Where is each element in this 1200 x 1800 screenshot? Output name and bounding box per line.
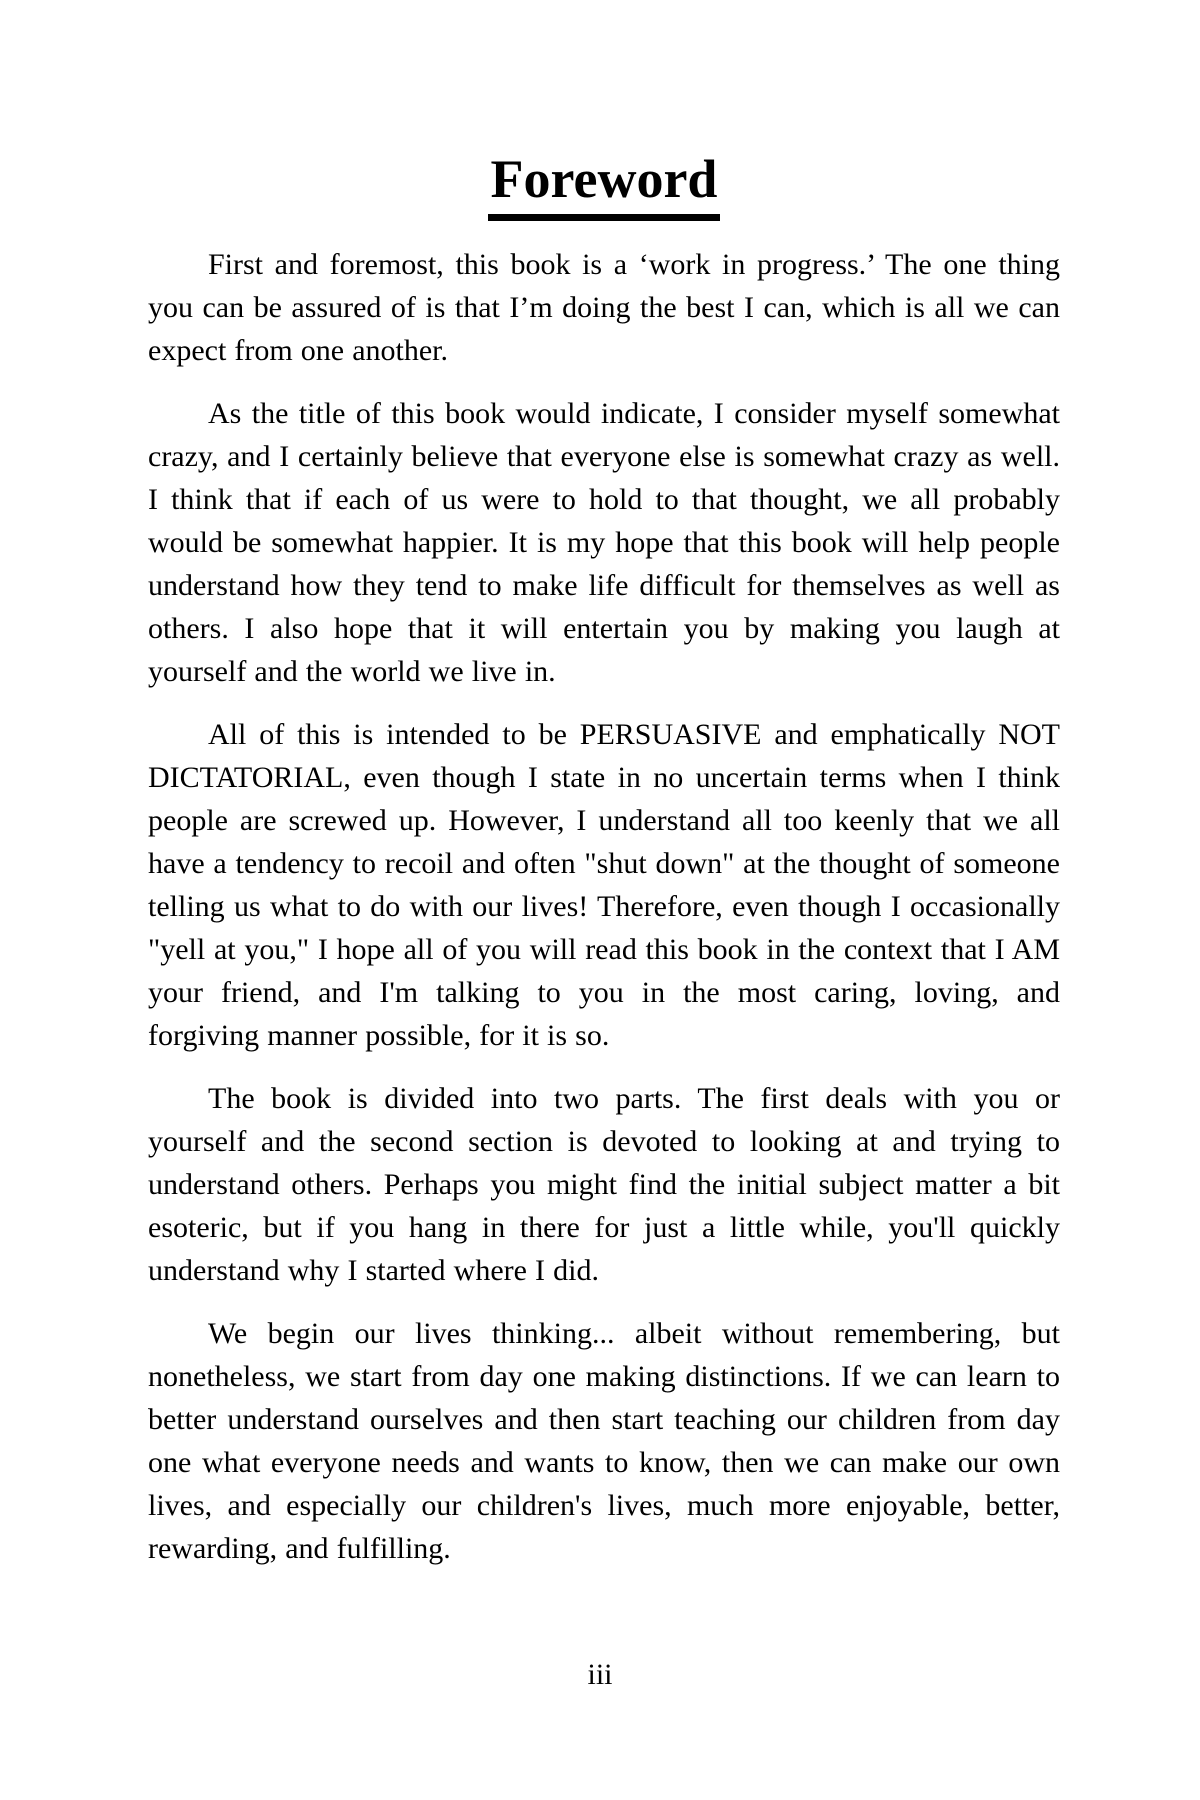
paragraph-3: All of this is intended to be PERSUASIVE and emphatically NOT DICTATORIAL, even though I state in no uncertain terms when I think people are screwed up. However, I understand all too keenly that we all have a tendency to recoil and often "shut down" at the thought of someone telling us what to do with our lives! Therefore, even though I occasionally "yell at you," I hope all of you will read this book in the context that I AM your friend, and I'm talking to you in the most caring, loving, and forgiving manner possible, for it is so. <box>148 718 1060 1053</box>
paragraph-1: First and foremost, this book is a ‘work in progress.’ The one thing you can be assured of is that I’m doing the best I can, which is all we can expect from one another. <box>148 248 1060 368</box>
page-title <box>148 148 1060 221</box>
page-number: iii <box>587 1658 613 1691</box>
paragraph-4: The book is divided into two parts. The first deals with you or yourself and the second section is devoted to looking at and trying to understand others. Perhaps you might find the initial subject matter a bit esoteric, but if you hang in there for just a little while, you'll quickly understand why I started where I did. <box>148 1082 1060 1288</box>
paragraph-5: We begin our lives thinking... albeit without remembering, but nonetheless, we start from day one making distinctions. If we can learn to better understand ourselves and then start teaching our children from day one what everyone needs and wants to know, then we can make our own lives, and especially our children's lives, much more enjoyable, better, rewarding, and fulfilling. <box>148 1317 1060 1566</box>
foreword-body <box>148 243 1060 1570</box>
page-title-text: Foreword <box>488 148 721 221</box>
paragraph-2: As the title of this book would indicate, I consider myself somewhat crazy, and I certainly believe that everyone else is somewhat crazy as well. I think that if each of us were to hold to that thought, we all probably would be somewhat happier. It is my hope that this book will help people understand how they tend to make life difficult for themselves as well as others. I also hope that it will entertain you by making you laugh at yourself and the world we live in. <box>148 397 1060 689</box>
